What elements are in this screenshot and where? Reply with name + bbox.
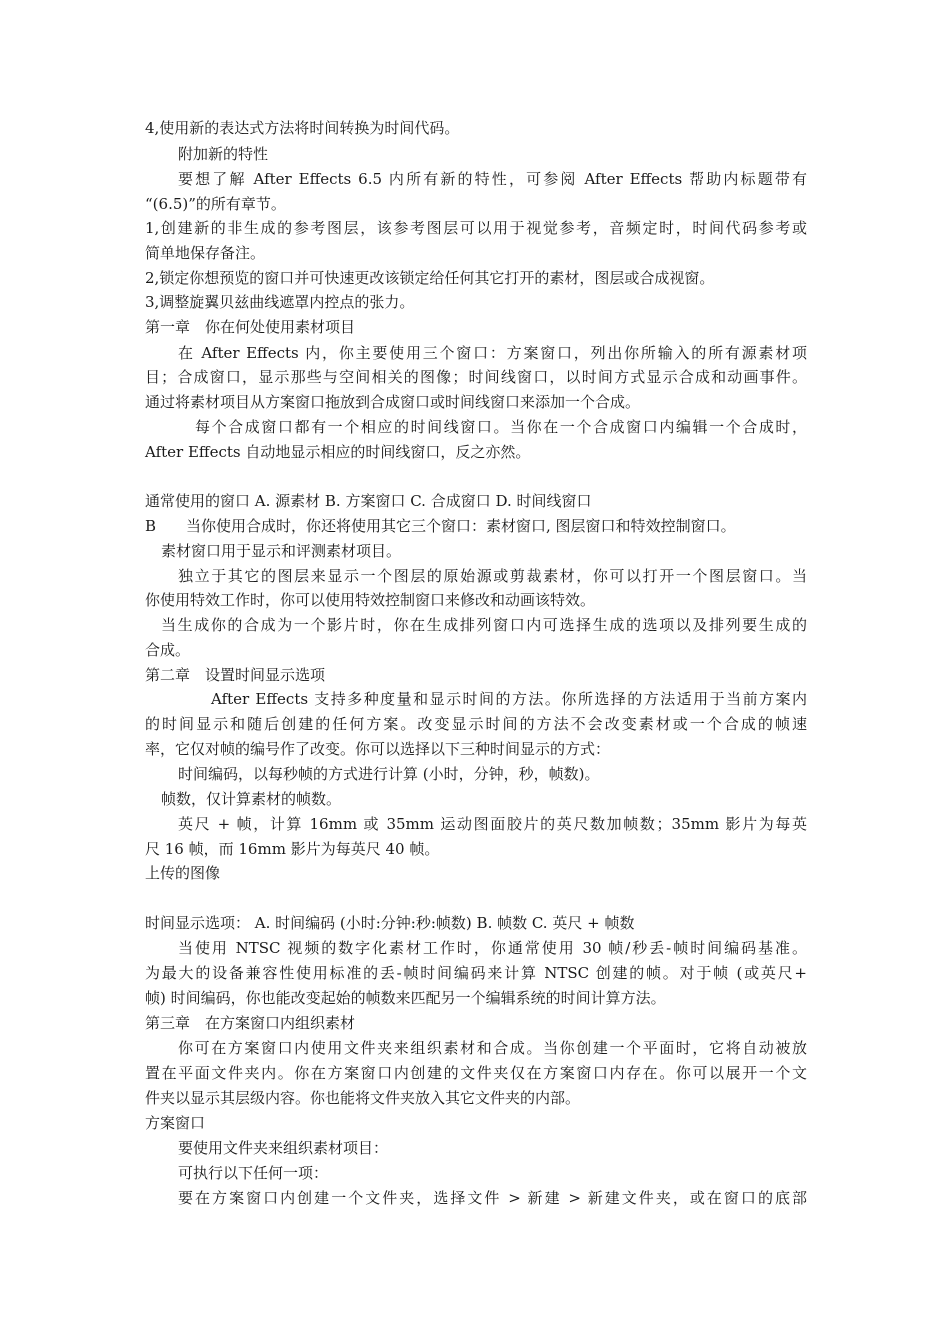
chapter-heading: 第一章 你在何处使用素材项目 bbox=[145, 318, 356, 336]
text-line: 的时间显示和随后创建的任何方案。改变显示时间的方法不会改变素材或一个合成的帧速 bbox=[145, 715, 807, 733]
text-line: 率，它仅对帧的编号作了改变。你可以选择以下三种时间显示的方式： bbox=[145, 740, 611, 758]
image-placeholder-label: 上传的图像 bbox=[145, 864, 221, 882]
text-line: 尺 16 帧，而 16mm 影片为每英尺 40 帧。 bbox=[145, 840, 440, 858]
text-line: 素材窗口用于显示和评测素材项目。 bbox=[161, 542, 402, 560]
text-line: 你可在方案窗口内使用文件夹来组织素材和合成。当你创建一个平面时，它将自动被放 bbox=[178, 1039, 807, 1057]
text-line: 通过将素材项目从方案窗口拖放到合成窗口或时间线窗口来添加一个合成。 bbox=[145, 393, 641, 411]
chapter-heading: 第三章 在方案窗口内组织素材 bbox=[145, 1014, 356, 1032]
text-line: 要想了解 After Effects 6.5 内所有新的特性，可参阅 After Effects 帮助内标题带有 bbox=[178, 170, 807, 188]
text-line: 合成。 bbox=[145, 641, 191, 659]
text-line: 每个合成窗口都有一个相应的时间线窗口。当你在一个合成窗口内编辑一个合成时， bbox=[195, 418, 807, 436]
text-line: 帧) 时间编码，你也能改变起始的帧数来匹配另一个编辑系统的时间计算方法。 bbox=[145, 989, 666, 1007]
text-line: 可执行以下任何一项： bbox=[178, 1164, 329, 1182]
section-heading: 附加新的特性 bbox=[178, 145, 269, 163]
text-line: 为最大的设备兼容性使用标准的丢-帧时间编码来计算 NTSC 创建的帧。对于帧 (或英尺+ bbox=[145, 964, 807, 982]
text-line: 4,使用新的表达式方法将时间转换为时间代码。 bbox=[145, 119, 460, 137]
text-line: 时间编码，以每秒帧的方式进行计算 (小时，分钟，秒，帧数)。 bbox=[178, 765, 600, 783]
text-line: 当使用 NTSC 视频的数字化素材工作时，你通常使用 30 帧/秒丢-帧时间编码基准。 bbox=[178, 939, 807, 957]
text-line: 独立于其它的图层来显示一个图层的原始源或剪裁素材，你可以打开一个图层窗口。当 bbox=[178, 567, 807, 585]
text-line: 简单地保存备注。 bbox=[145, 244, 266, 262]
text-line: 在 After Effects 内，你主要使用三个窗口：方案窗口，列出你所输入的所有源素材项 bbox=[178, 344, 807, 362]
text-line: B 当你使用合成时，你还将使用其它三个窗口：素材窗口, 图层窗口和特效控制窗口。 bbox=[145, 517, 736, 535]
text-line: 件夹以显示其层级内容。你也能将文件夹放入其它文件夹的内部。 bbox=[145, 1089, 581, 1107]
text-line: 你使用特效工作时，你可以使用特效控制窗口来修改和动画该特效。 bbox=[145, 591, 596, 609]
text-line: 要在方案窗口内创建一个文件夹，选择文件 > 新建 > 新建文件夹，或在窗口的底部 bbox=[178, 1189, 807, 1207]
text-line: 英尺 + 帧，计算 16mm 或 35mm 运动图面胶片的英尺数加帧数；35mm 影片为每英 bbox=[178, 815, 807, 833]
text-line: After Effects 自动地显示相应的时间线窗口，反之亦然。 bbox=[145, 443, 531, 461]
text-line: 当生成你的合成为一个影片时，你在生成排列窗口内可选择生成的选项以及排列要生成的 bbox=[161, 616, 807, 634]
text-line: “(6.5)”的所有章节。 bbox=[145, 195, 286, 213]
text-line: 置在平面文件夹内。你在方案窗口内创建的文件夹仅在方案窗口内存在。你可以展开一个文 bbox=[145, 1064, 807, 1082]
chapter-heading: 第二章 设置时间显示选项 bbox=[145, 666, 326, 684]
text-line: After Effects 支持多种度量和显示时间的方法。你所选择的方法适用于当前方案内 bbox=[211, 690, 807, 708]
figure-caption: 通常使用的窗口 A. 源素材 B. 方案窗口 C. 合成窗口 D. 时间线窗口 bbox=[145, 492, 592, 510]
text-line: 2,锁定你想预览的窗口并可快速更改该锁定给任何其它打开的素材，图层或合成视窗。 bbox=[145, 269, 715, 287]
text-line: 目；合成窗口，显示那些与空间相关的图像；时间线窗口，以时间方式显示合成和动画事件。 bbox=[145, 368, 807, 386]
text-line: 1,创建新的非生成的参考图层，该参考图层可以用于视觉参考，音频定时，时间代码参考或 bbox=[145, 219, 807, 237]
text-line: 帧数，仅计算素材的帧数。 bbox=[161, 790, 342, 808]
text-line: 要使用文件夹来组织素材项目： bbox=[178, 1139, 389, 1157]
text-line: 3,调整旋翼贝兹曲线遮罩内控点的张力。 bbox=[145, 293, 415, 311]
section-heading: 方案窗口 bbox=[145, 1114, 206, 1132]
figure-caption: 时间显示选项： A. 时间编码 (小时:分钟:秒:帧数) B. 帧数 C. 英尺 + 帧数 bbox=[145, 914, 635, 932]
